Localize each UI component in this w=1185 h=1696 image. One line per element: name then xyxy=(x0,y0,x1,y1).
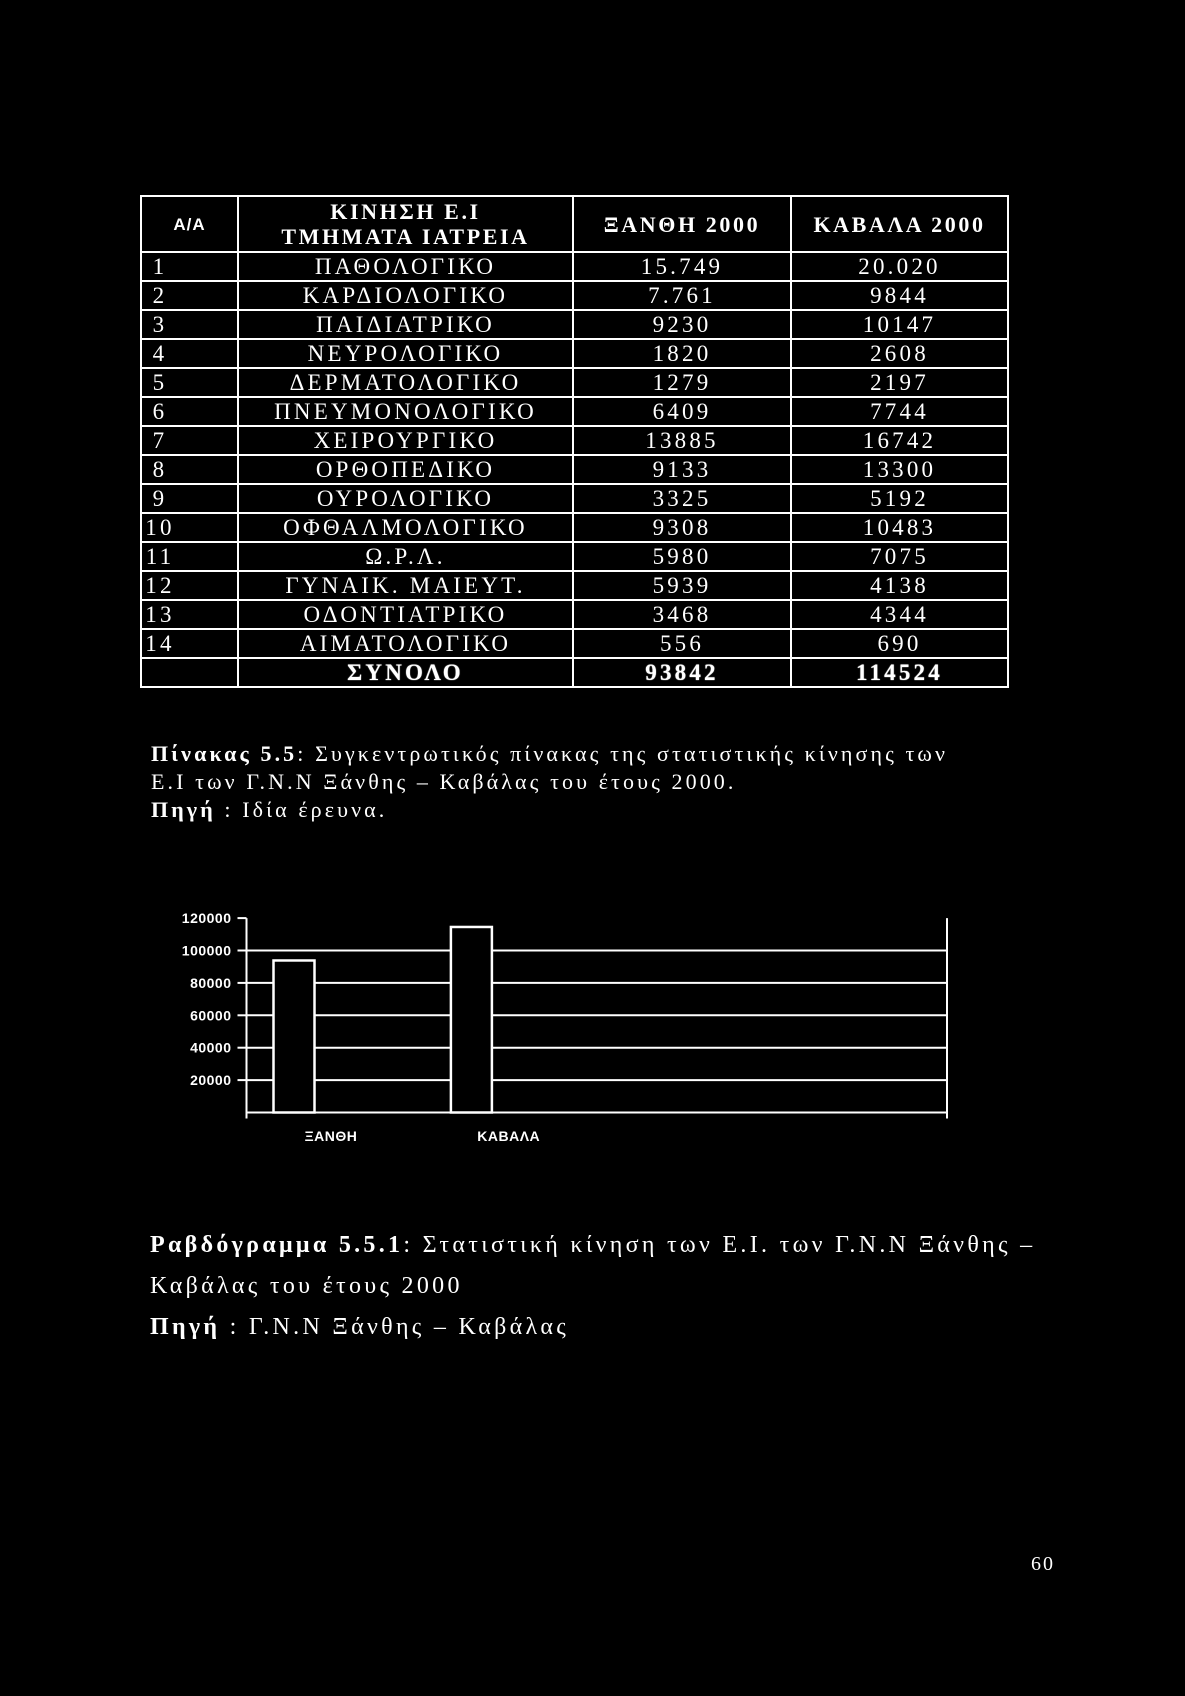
bar-chart xyxy=(160,900,980,1160)
row-number: 1 xyxy=(142,253,239,282)
row-number: 3 xyxy=(142,311,239,340)
xanthi-value: 3468 xyxy=(574,601,792,630)
kavala-value: 9844 xyxy=(792,282,1009,311)
department-name: ΠΑΘΟΛΟΓΙΚΟ xyxy=(239,253,574,282)
table-source-label: Πηγή xyxy=(151,797,216,822)
row-number: 12 xyxy=(142,572,239,601)
department-name: ΟΦΘΑΛΜΟΛΟΓΙΚΟ xyxy=(239,514,574,543)
xanthi-value: 9308 xyxy=(574,514,792,543)
xanthi-value: 13885 xyxy=(574,427,792,456)
kavala-value: 13300 xyxy=(792,456,1009,485)
chart-caption-line1 xyxy=(150,1225,1035,1266)
kavala-value: 7744 xyxy=(792,398,1009,427)
y-tick-label: 80000 xyxy=(190,974,232,991)
header-department-line1: ΚΙΝΗΣΗ Ε.Ι xyxy=(330,199,481,224)
kavala-value: 20.020 xyxy=(792,253,1009,282)
xanthi-value: 1279 xyxy=(574,369,792,398)
department-name: ΟΥΡΟΛΟΓΙΚΟ xyxy=(239,485,574,514)
y-tick-label: 100000 xyxy=(181,942,232,959)
header-department xyxy=(239,197,574,253)
row-number: 14 xyxy=(142,630,239,659)
chart-caption-label: Ραβδόγραμμα 5.5.1 xyxy=(150,1232,404,1258)
kavala-value: 5192 xyxy=(792,485,1009,514)
y-tick-label: 20000 xyxy=(190,1072,232,1089)
kavala-value: 4344 xyxy=(792,601,1009,630)
table-caption-text: : Συγκεντρωτικός πίνακας της στατιστικής κίνησης των xyxy=(297,741,949,766)
department-name: ΝΕΥΡΟΛΟΓΙΚΟ xyxy=(239,340,574,369)
xanthi-value: 6409 xyxy=(574,398,792,427)
xanthi-value: 15.749 xyxy=(574,253,792,282)
table-caption-line1 xyxy=(151,740,948,768)
x-tick-label: ΚΑΒΑΛΑ xyxy=(477,1128,541,1144)
kavala-value: 10147 xyxy=(792,311,1009,340)
xanthi-value: 3325 xyxy=(574,485,792,514)
department-name: ΔΕΡΜΑΤΟΛΟΓΙΚΟ xyxy=(239,369,574,398)
xanthi-value: 1820 xyxy=(574,340,792,369)
row-number: 5 xyxy=(142,369,239,398)
kavala-value: 16742 xyxy=(792,427,1009,456)
department-name: ΓΥΝΑΙΚ. ΜΑΙΕΥΤ. xyxy=(239,572,574,601)
row-number: 6 xyxy=(142,398,239,427)
row-number: 4 xyxy=(142,340,239,369)
total-kavala: 114524 xyxy=(792,659,1009,688)
header-xanthi: ΞΑΝΘΗ 2000 xyxy=(574,197,792,253)
header-kavala: ΚΑΒΑΛΑ 2000 xyxy=(792,197,1009,253)
row-number: 7 xyxy=(142,427,239,456)
row-number: 2 xyxy=(142,282,239,311)
y-tick-label: 40000 xyxy=(190,1039,232,1056)
xanthi-value: 5980 xyxy=(574,543,792,572)
table-caption xyxy=(151,740,948,824)
xanthi-value: 556 xyxy=(574,630,792,659)
y-tick-label: 60000 xyxy=(190,1007,232,1024)
department-name: ΚΑΡΔΙΟΛΟΓΙΚΟ xyxy=(239,282,574,311)
department-name: Ω.Ρ.Λ. xyxy=(239,543,574,572)
table-caption-label: Πίνακας 5.5 xyxy=(151,741,298,766)
department-name: ΟΔΟΝΤΙΑΤΡΙΚΟ xyxy=(239,601,574,630)
chart-source xyxy=(150,1307,1035,1348)
row-number: 8 xyxy=(142,456,239,485)
x-tick-label: ΞΑΝΘΗ xyxy=(304,1128,358,1144)
table-source xyxy=(151,796,948,824)
total-number-cell xyxy=(142,659,239,688)
chart-source-text: : Γ.Ν.Ν Ξάνθης – Καβάλας xyxy=(220,1314,570,1340)
statistics-table xyxy=(140,195,1009,688)
chart-caption xyxy=(150,1225,1035,1348)
kavala-value: 7075 xyxy=(792,543,1009,572)
page-number: 60 xyxy=(1031,1553,1055,1575)
table-source-text: : Ιδία έρευνα. xyxy=(215,797,388,822)
department-name: ΠΑΙΔΙΑΤΡΙΚΟ xyxy=(239,311,574,340)
department-name: ΠΝΕΥΜΟΝΟΛΟΓΙΚΟ xyxy=(239,398,574,427)
department-name: ΧΕΙΡΟΥΡΓΙΚΟ xyxy=(239,427,574,456)
row-number: 10 xyxy=(142,514,239,543)
header-number: Α/Α xyxy=(142,197,239,253)
total-label: ΣΥΝΟΛΟ xyxy=(239,659,574,688)
kavala-value: 2197 xyxy=(792,369,1009,398)
kavala-value: 2608 xyxy=(792,340,1009,369)
row-number: 11 xyxy=(142,543,239,572)
table-caption-line2: Ε.Ι των Γ.Ν.Ν Ξάνθης – Καβάλας του έτους 2000. xyxy=(151,769,737,794)
chart-caption-text: : Στατιστική κίνηση των Ε.Ι. των Γ.Ν.Ν Ξάνθης – xyxy=(403,1232,1036,1258)
bar xyxy=(451,927,492,1113)
department-name: ΟΡΘΟΠΕΔΙΚΟ xyxy=(239,456,574,485)
department-name: ΑΙΜΑΤΟΛΟΓΙΚΟ xyxy=(239,630,574,659)
chart-source-label: Πηγή xyxy=(150,1314,221,1340)
xanthi-value: 7.761 xyxy=(574,282,792,311)
kavala-value: 10483 xyxy=(792,514,1009,543)
row-number: 9 xyxy=(142,485,239,514)
xanthi-value: 9133 xyxy=(574,456,792,485)
bar xyxy=(274,960,315,1112)
kavala-value: 4138 xyxy=(792,572,1009,601)
row-number: 13 xyxy=(142,601,239,630)
y-tick-label: 120000 xyxy=(181,910,232,927)
header-department-line2: ΤΜΗΜΑΤΑ ΙΑΤΡΕΙΑ xyxy=(281,224,530,249)
xanthi-value: 5939 xyxy=(574,572,792,601)
chart-caption-line2: Καβάλας του έτους 2000 xyxy=(150,1273,463,1299)
kavala-value: 690 xyxy=(792,630,1009,659)
total-xanthi: 93842 xyxy=(574,659,792,688)
xanthi-value: 9230 xyxy=(574,311,792,340)
